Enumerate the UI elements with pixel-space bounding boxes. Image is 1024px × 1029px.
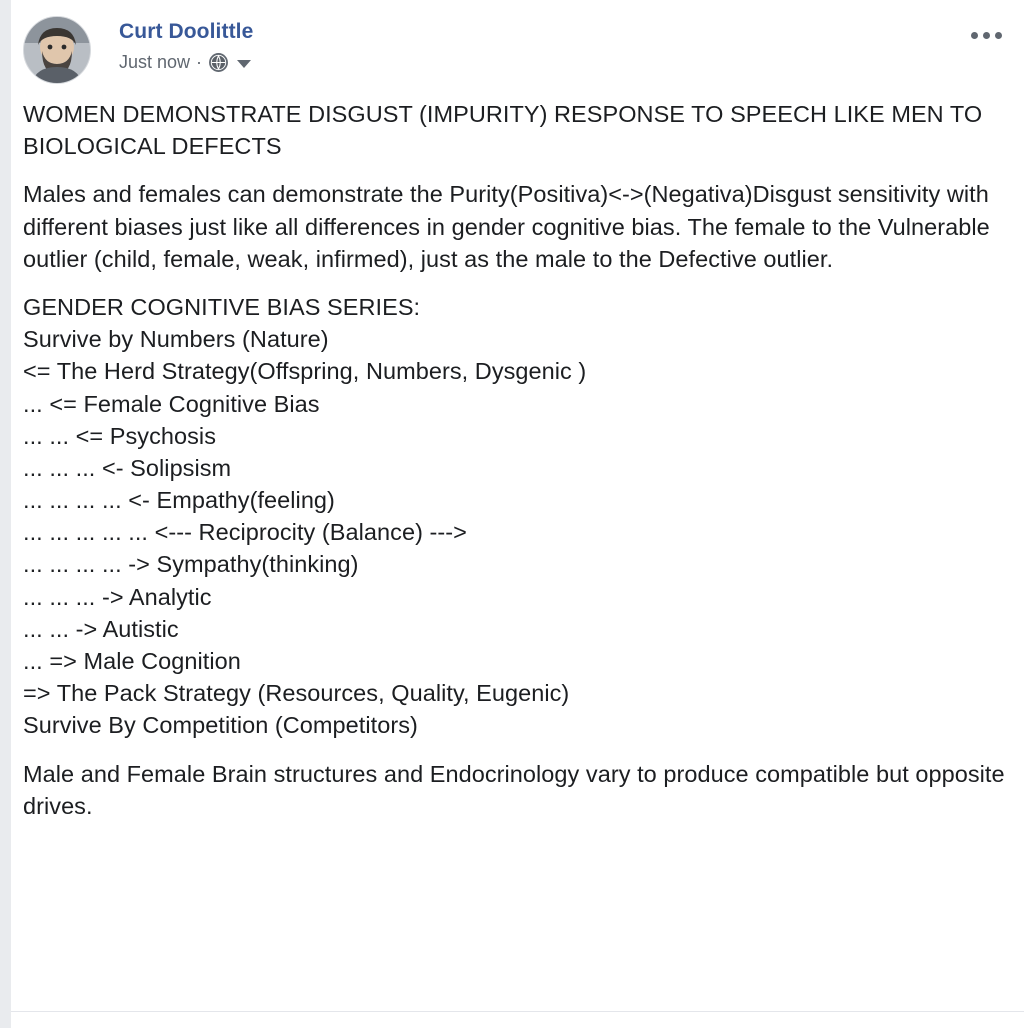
chevron-down-icon[interactable] (237, 60, 251, 68)
post-series-block (23, 291, 1008, 742)
series-line: <= The Herd Strategy(Offspring, Numbers, Dysgenic ) (23, 358, 587, 385)
series-line: ... ... ... ... <- Empathy(feeling) (23, 487, 335, 514)
post-body (23, 98, 1012, 822)
globe-icon[interactable] (208, 52, 229, 73)
ellipsis-icon-dot-1 (971, 32, 978, 39)
series-title: GENDER COGNITIVE BIAS SERIES: (23, 293, 421, 320)
series-line: ... ... ... ... -> Sympathy(thinking) (23, 551, 359, 578)
post-paragraph-1: Males and females can demonstrate the Purity(Positiva)<->(Negativa)Disgust sensitivity with different biases just like all differences in gender cognitive bias. The female to the Vulnerable outlier (child, female, weak, infirmed), just as the male to the Defective outlier. (23, 181, 997, 272)
post-options-button[interactable] (967, 26, 1006, 45)
avatar[interactable] (23, 16, 91, 84)
post-timestamp[interactable]: Just now (119, 51, 191, 72)
author-name[interactable]: Curt Doolittle (119, 20, 254, 43)
series-line: ... => Male Cognition (23, 648, 241, 674)
post-header (23, 14, 1008, 88)
series-line: ... ... ... -> Analytic (23, 583, 212, 610)
post-footer-divider (11, 1011, 1024, 1029)
globe-icon-svg (208, 52, 229, 73)
series-line: ... ... -> Autistic (23, 615, 179, 642)
series-line: => The Pack Strategy (Resources, Quality, Eugenic) (23, 680, 570, 707)
series-line: ... ... ... ... ... <--- Reciprocity (Balance) ---> (23, 519, 467, 546)
avatar-image (24, 17, 90, 83)
series-line: ... ... <= Psychosis (23, 422, 216, 449)
series-line: ... <= Female Cognitive Bias (23, 390, 320, 417)
post-headline: WOMEN DEMONSTRATE DISGUST (IMPURITY) RESPONSE TO SPEECH LIKE MEN TO BIOLOGICAL DEFECTS (23, 101, 989, 160)
series-line: Survive by Numbers (Nature) (23, 326, 329, 353)
ellipsis-icon-dot-3 (995, 32, 1002, 39)
series-line: Survive By Competition (Competitors) (23, 712, 418, 739)
post-paragraph-2: Male and Female Brain structures and Endocrinology vary to produce compatible but opposite drives. (23, 760, 1012, 819)
ellipsis-icon-dot-2 (983, 32, 990, 39)
post-header-text (119, 14, 253, 73)
series-line: ... ... ... <- Solipsism (23, 454, 232, 481)
post-meta (119, 52, 253, 73)
meta-separator: · (196, 51, 203, 72)
facebook-post-card (11, 0, 1024, 1011)
